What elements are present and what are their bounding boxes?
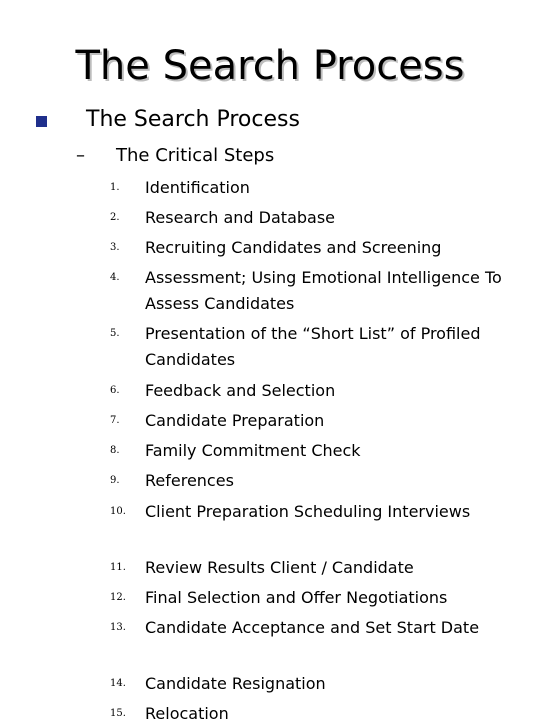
step-text: Relocation	[145, 704, 229, 723]
step-text: Research and Database	[145, 208, 336, 227]
step-number: 12.	[110, 592, 126, 603]
step-text: Final Selection and Offer Negotiations	[145, 588, 448, 607]
step-number: 3.	[110, 242, 120, 253]
step-number: 8.	[110, 445, 120, 456]
step-number: 14.	[110, 678, 126, 689]
step-text: Candidate Resignation	[145, 674, 326, 693]
step-text: Assessment; Using Emotional Intelligence To Assess Candidates	[145, 268, 502, 313]
step-number: 6.	[110, 385, 120, 396]
step-number: 15.	[110, 708, 126, 719]
step-text: Candidate Preparation	[145, 411, 325, 430]
step-number: 4.	[110, 272, 120, 283]
step-number: 10.	[110, 506, 126, 517]
step-text: Identification	[145, 178, 250, 197]
step-text: Presentation of the “Short List” of Profiled Candidates	[145, 324, 481, 369]
step-number: 7.	[110, 415, 120, 426]
step-number: 1.	[110, 182, 120, 193]
dash-bullet-icon: –	[76, 145, 85, 166]
step-number: 11.	[110, 562, 126, 573]
step-text: Candidate Acceptance and Set Start Date	[145, 618, 480, 637]
step-text: Review Results Client / Candidate	[145, 558, 414, 577]
bullet-text: The Search Process	[86, 107, 300, 132]
step-text: Feedback and Selection	[145, 381, 336, 400]
step-number: 5.	[110, 328, 120, 339]
step-number: 13.	[110, 622, 126, 633]
step-text: Recruiting Candidates and Screening	[145, 238, 442, 257]
step-text: References	[145, 471, 234, 490]
step-number: 9.	[110, 475, 120, 486]
sub-bullet-text: The Critical Steps	[116, 145, 275, 166]
step-text: Client Preparation Scheduling Interviews	[145, 502, 471, 521]
step-number: 2.	[110, 212, 120, 223]
slide-title: The Search Process	[75, 43, 465, 89]
step-text: Family Commitment Check	[145, 441, 361, 460]
